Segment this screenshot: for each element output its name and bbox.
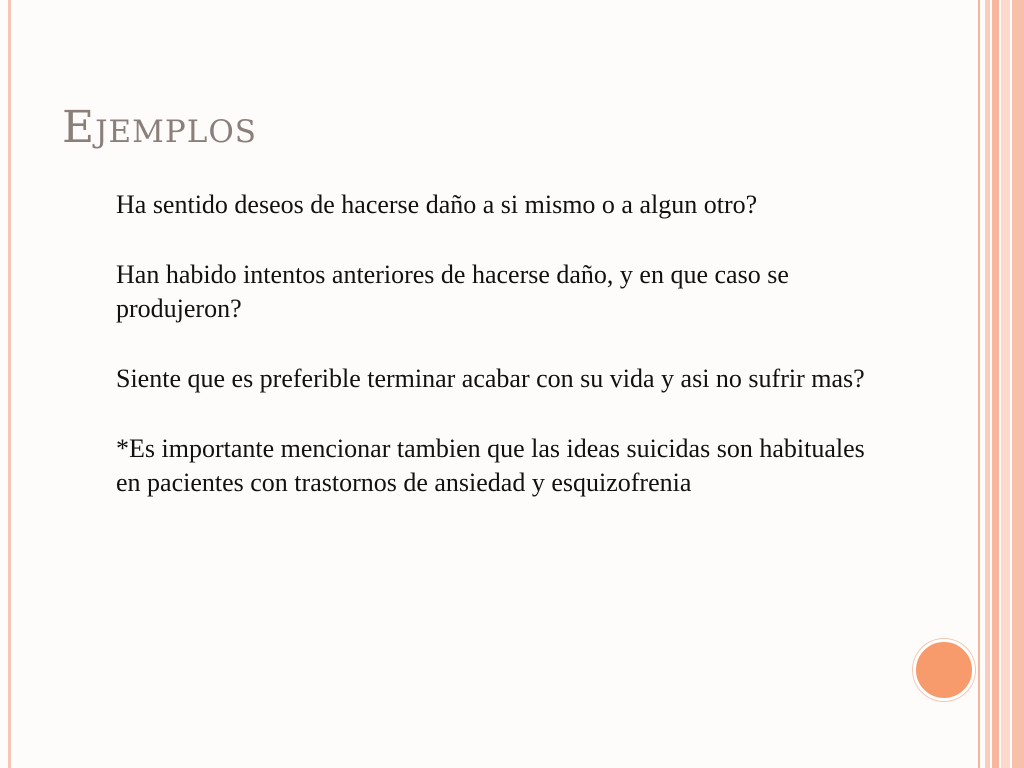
decorative-circle [913, 639, 975, 701]
body-paragraph: Siente que es preferible terminar acabar con su vida y asi no sufrir mas? [116, 364, 865, 393]
body-paragraph: Ha sentido deseos de hacerse daño a si mismo o a algun otro? [116, 190, 758, 219]
right-decor-stripe [992, 0, 999, 768]
right-decor-stripe [978, 0, 980, 768]
slide-body [116, 188, 876, 536]
right-decor-stripe [985, 0, 990, 768]
body-paragraph: *Es importante mencionar tambien que las ideas suicidas son habituales en pacientes con trastornos de ansiedad y esquizofrenia [116, 434, 865, 497]
body-paragraph: Han habido intentos anteriores de hacerse daño, y en que caso se produjeron? [116, 260, 789, 323]
left-border-stripe [8, 0, 11, 768]
right-decor-stripe [1012, 0, 1024, 768]
right-decor-stripe [1001, 0, 1010, 768]
slide-title: Ejemplos [62, 102, 258, 153]
